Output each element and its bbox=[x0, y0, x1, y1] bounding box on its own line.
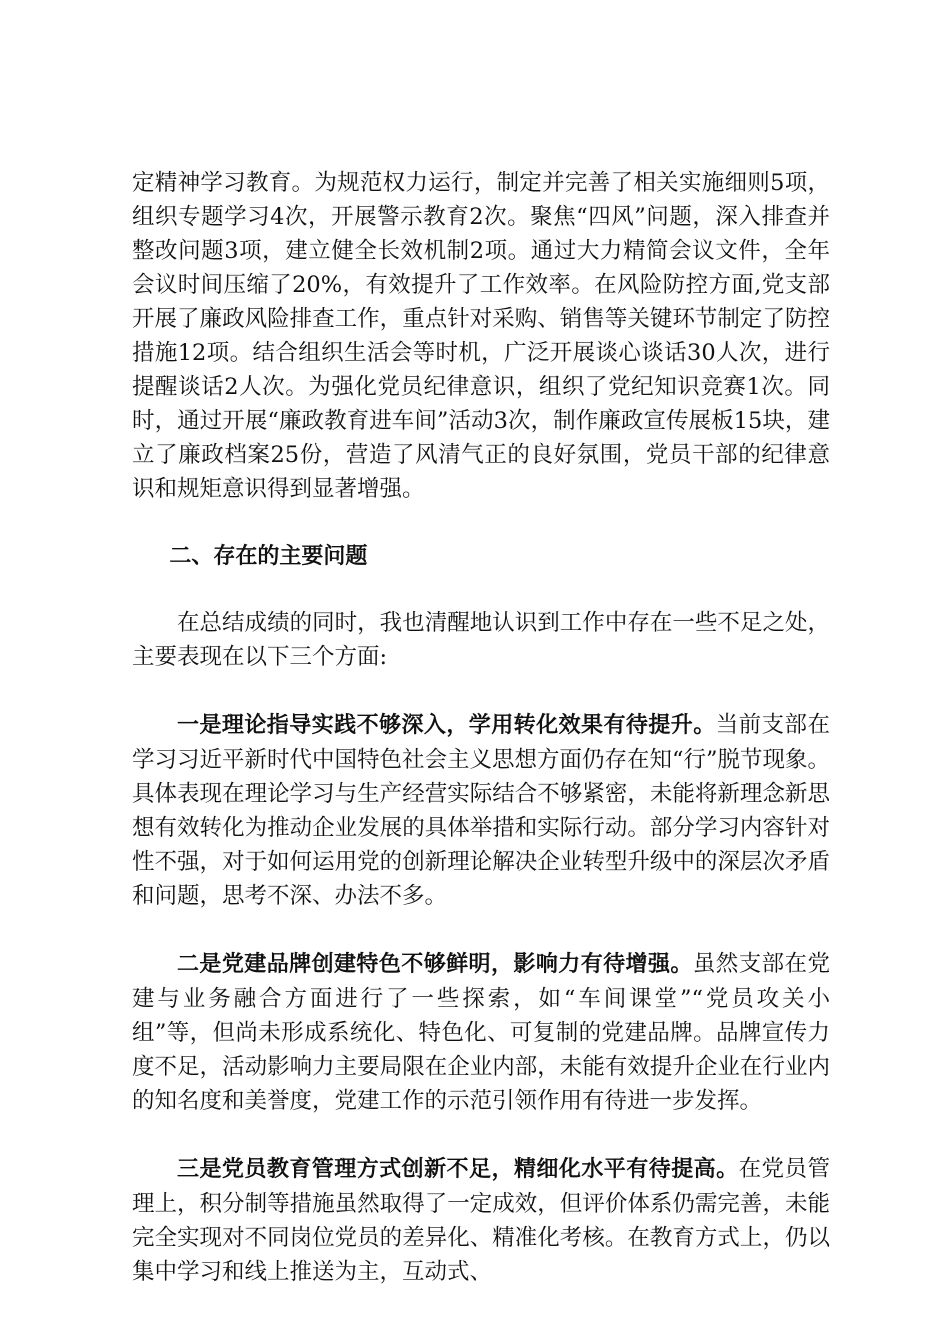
section-heading-main-problems: 二、存在的主要问题 bbox=[169, 544, 368, 569]
paragraph-issue-2 bbox=[132, 947, 830, 1118]
issue-2-body: 虽然支部在党建与业务融合方面进行了一些探索，如“车间课堂”“党员攻关小组”等，但尚未形成系统化、特色化、可复制的党建品牌。品牌宣传力度不足，活动影响力主要局限在企业内部，未能有效提升企业在行业内的知名度和美誉度，党建工作的示范引领作用有待进一步发挥。 bbox=[132, 951, 830, 1114]
paragraph-issue-1 bbox=[132, 708, 830, 913]
issue-1-lead: 一是理论指导实践不够深入，学用转化效果有待提升。 bbox=[177, 713, 716, 738]
document-page bbox=[132, 166, 830, 1289]
paragraph-discipline-summary: 定精神学习教育。为规范权力运行，制定并完善了相关实施细则5项，组织专题学习4次，开展警示教育2次。聚焦“四风”问题，深入排查并整改问题3项，建立健全长效机制2项。通过大力精简会议文件，全年会议时间压缩了20%，有效提升了工作效率。在风险防控方面,党支部开展了廉政风险排查工作，重点针对采购、销售等关键环节制定了防控措施12项。结合组织生活会等时机，广泛开展谈心谈话30人次，进行提醒谈话2人次。为强化党员纪律意识，组织了党纪知识竞赛1次。同时，通过开展“廉政教育进车间”活动3次，制作廉政宣传展板15块，建立了廉政档案25份，营造了风清气正的良好氛围，党员干部的纪律意识和规矩意识得到显著增强。 bbox=[132, 170, 830, 502]
issue-3-body: 在党员管理上，积分制等措施虽然取得了一定成效，但评价体系仍需完善，未能完全实现对不同岗位党员的差异化、精准化考核。在教育方式上，仍以集中学习和线上推送为主，互动式、 bbox=[132, 1156, 830, 1285]
issue-3-lead: 三是党员教育管理方式创新不足，精细化水平有待提高。 bbox=[177, 1157, 739, 1182]
issue-1-body: 当前支部在学习习近平新时代中国特色社会主义思想方面仍存在知“行”脱节现象。具体表现在理论学习与生产经营实际结合不够紧密，未能将新理念新思想有效转化为推动企业发展的具体举措和实际行动。部分学习内容针对性不强，对于如何运用党的创新理论解决企业转型升级中的深层次矛盾和问题，思考不深、办法不多。 bbox=[132, 712, 831, 909]
paragraph-intro: 在总结成绩的同时，我也清醒地认识到工作中存在一些不足之处，主要表现在以下三个方面: bbox=[132, 610, 830, 670]
issue-2-lead: 二是党建品牌创建特色不够鲜明，影响力有待增强。 bbox=[177, 952, 693, 977]
paragraph-issue-3 bbox=[132, 1152, 830, 1289]
